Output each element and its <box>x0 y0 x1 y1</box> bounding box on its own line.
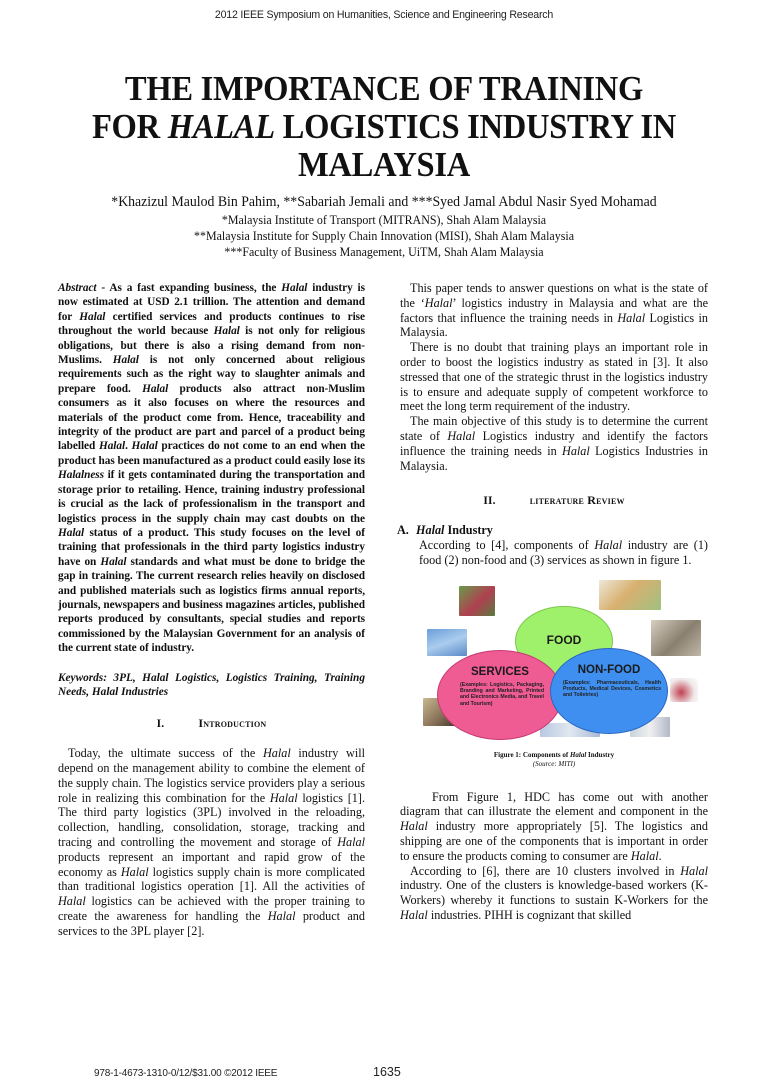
text-run: ’ logistics industry in Malaysia and what are the factors that influence the training needs in <box>400 295 708 325</box>
text-run: industry more appropriately [5]. The logistics and shipping are one of the components that is important in order to ensure the products coming to consumer are <box>400 819 708 863</box>
text-run: status of a product. This study focuses on the level of training that professionals in the third party logistics industry have on <box>58 526 365 568</box>
subsection-body <box>419 538 708 568</box>
italic-term: Halal <box>594 537 623 552</box>
subsection-halal-industry <box>397 523 708 567</box>
section-title: literature Review <box>529 493 625 508</box>
abstract-label: Abstract <box>58 282 97 294</box>
subsection-title-italic: Halal <box>416 523 445 538</box>
text-run: industry. One of the clusters is knowledge-based workers (K-Workers) whereby it functions to sustain K-Workers for the <box>400 878 708 908</box>
italic-term: Halal <box>131 440 158 453</box>
text-run: if it gets contaminated during the transportation and storage prior to retailing. Hence, training industry professional is crucial as the lack of professionalism in the transport and logistics process in the supply chain may cast doubts on the <box>58 469 365 525</box>
paragraph <box>400 281 708 340</box>
italic-term: Halal <box>213 325 240 338</box>
text-run: is not only concerned about religious requirements such as the right way to slaughter animals and prepare food. <box>58 354 365 395</box>
italic-term: Halal <box>267 908 296 923</box>
section-number: I. <box>156 718 165 731</box>
italic-term: Halalness <box>58 469 105 482</box>
paragraph <box>400 790 708 864</box>
italic-term: Halal <box>400 907 428 922</box>
vegetables-photo <box>459 586 495 616</box>
text-run: Logistics industry and identify the factors influence the training needs in <box>400 428 708 458</box>
section-heading-literature-review <box>400 493 708 509</box>
text-run: industry are (1) food (2) non-food and (3) services as shown in figure 1. <box>419 537 708 567</box>
text-run: standards and what must be done to bridge the gap in training. The current research relies heavily on disclosed and published materials such as logistics firms annual reports, journals, newspapers and business magazines articles, published reports produced by consultants, special studies and reports commissioned by the Malaysian Government for an analysis of the current state of industry. <box>58 555 366 655</box>
text-run: product and services to the 3PL player [2]. <box>58 908 365 938</box>
text-run: industries. PIHH is cognizant that skilled <box>427 907 632 922</box>
airplane-photo <box>427 629 467 656</box>
title-line-3: MALAYSIA <box>297 145 471 184</box>
text-run: According to [4], components of <box>419 537 595 552</box>
italic-term: Halal <box>120 864 149 879</box>
author-block <box>68 194 701 260</box>
title-text: FOR <box>91 107 168 146</box>
title-line-1: THE IMPORTANCE OF TRAINING <box>124 69 644 108</box>
italic-term: Halal <box>630 848 659 863</box>
text-run: industry will depend on the management ability to combine the element of the supply chain. The logistics service providers play a serious role in realizing this combination for the <box>58 746 365 805</box>
italic-term: Halal <box>617 310 646 325</box>
title-line-2 <box>83 108 686 146</box>
services-ellipse <box>437 650 563 740</box>
text-run: - As a fast expanding business, the <box>96 282 282 294</box>
italic-term: Halal <box>400 819 428 834</box>
section-title: Introduction <box>198 716 267 731</box>
figure-halal-components <box>400 578 708 748</box>
nonfood-ellipse <box>550 648 668 734</box>
affiliation: *Malaysia Institute of Transport (MITRANS), Shah Alam Malaysia <box>221 212 547 227</box>
caption-text: Figure 1: Components of <box>493 750 570 759</box>
left-column <box>58 281 365 939</box>
title-text: LOGISTICS INDUSTRY IN <box>274 107 677 146</box>
italic-term: Halal <box>337 834 365 849</box>
text-run: products also attract non-Muslim consumers as it also focuses on where the resources and materials of the product come from. Hence, traceability and integrity of the product are part and parcel of a product being labelled <box>58 382 366 453</box>
text-run: is not only for religious obligations, but there is also a rising demand from non-Muslims. <box>58 325 365 367</box>
introduction-paragraph <box>58 746 365 938</box>
subsection-heading <box>397 523 708 538</box>
paragraph <box>400 864 708 923</box>
section-heading-introduction <box>58 716 365 732</box>
services-examples: (Examples: Logistics, Packaging, Branding and Marketing, Printed and Electronics Media, and Travel and Tourism) <box>460 681 544 707</box>
abstract-text <box>58 282 365 654</box>
italic-term: Halal <box>58 894 86 909</box>
nonfood-label: NON-FOOD <box>577 663 641 676</box>
affiliation: **Malaysia Institute for Supply Chain Innovation (MISI), Shah Alam Malaysia <box>193 228 575 243</box>
title-italic: HALAL <box>167 107 275 146</box>
figure-source: (Source: MITI) <box>532 759 576 768</box>
paragraph: There is no doubt that training plays an important role in order to boost the logistics industry as stated in [3]. It also stressed that one of the strategic thrust in the logistics industry is to ensure and adequate supply of competent workforce to meet the long term requirement of the industry. <box>400 340 708 414</box>
copyright-notice: 978-1-4673-1310-0/12/$31.00 ©2012 IEEE <box>94 1068 278 1079</box>
text-run: According to [6], there are 10 clusters involved in <box>410 863 681 878</box>
italic-term: Halal <box>562 443 590 458</box>
text-run: industry is now estimated at USD 2.1 trillion. The attention and demand for <box>58 282 365 323</box>
text-run: Logistics Industries in Malaysia. <box>400 443 708 473</box>
italic-term: Halal <box>262 746 291 761</box>
text-run: The main objective of this study is to determine the current state of <box>400 414 708 443</box>
nonfood-examples: (Examples: Pharmaceuticals, Health Products, Medical Devices, Cosmetics and Toiletries) <box>563 679 661 699</box>
figure-caption <box>400 751 708 760</box>
italic-term: Halal <box>424 295 453 310</box>
text-run: From Figure 1, HDC has come out with another diagram that can illustrate the element and component in the <box>400 789 708 819</box>
paper-title <box>83 70 686 184</box>
text-run: Today, the ultimate success of the <box>68 746 263 761</box>
text-run: certified services and products continues to rise throughout the world because <box>58 310 365 338</box>
paragraph <box>400 414 708 473</box>
subsection-title: Industry <box>444 523 493 538</box>
italic-term: Halal <box>79 310 106 323</box>
text-run: logistics supply chain is more complicated than traditional logistics operation [1]. All the activities of <box>58 864 365 894</box>
text-run: . <box>125 440 132 453</box>
text-run: This paper tends to answer questions on what is the state of the ‘ <box>400 281 708 310</box>
abstract <box>58 281 365 656</box>
italic-term: Halal <box>447 428 476 443</box>
italic-term: Halal <box>112 354 139 367</box>
italic-term: Halal <box>269 790 298 805</box>
food-dishes-photo <box>599 580 661 610</box>
text-run: practices do not come to an end when the product has been manufactured as a product could easily lose its <box>58 440 365 467</box>
text-run: products represent an important and rapid grow of the economy as <box>58 849 365 879</box>
author-names: *Khazizul Maulod Bin Pahim, **Sabariah Jemali and ***Syed Jamal Abdul Nasir Syed Mohamad <box>111 194 657 210</box>
affiliation: ***Faculty of Business Management, UiTM, Shah Alam Malaysia <box>224 244 544 259</box>
section-number: II. <box>483 495 496 508</box>
text-run: . <box>658 848 662 863</box>
factory-photo <box>651 620 701 656</box>
italic-term: Halal <box>142 382 169 395</box>
cosmetics-photo <box>670 678 698 702</box>
text-run: logistics [1]. The third party logistics (3PL) involved in the reloading, collection, handling, consolidation, storage, tracking and tracing and controlling the movement and storage of <box>58 790 365 849</box>
food-label: FOOD <box>546 632 582 647</box>
caption-italic: Halal <box>569 750 587 759</box>
italic-term: Halal <box>281 282 308 294</box>
services-label: SERVICES <box>471 665 529 678</box>
running-header: 2012 IEEE Symposium on Humanities, Science and Engineering Research <box>214 9 554 21</box>
text-run: Logistics in Malaysia. <box>400 310 708 340</box>
text-run: logistics can be achieved with the proper training to create the awareness for handling the <box>58 894 365 923</box>
page-number: 1635 <box>373 1065 401 1079</box>
italic-term: Halal <box>98 440 126 453</box>
right-column <box>397 281 708 923</box>
post-figure-text <box>400 790 708 923</box>
italic-term: Halal <box>680 863 708 878</box>
italic-term: Halal <box>100 555 127 568</box>
keywords: Keywords: 3PL, Halal Logistics, Logistics Training, Training Needs, Halal Industries <box>58 671 365 698</box>
italic-term: Halal <box>58 526 85 539</box>
caption-text: Industry <box>586 750 615 759</box>
subsection-label: A. <box>397 523 409 538</box>
